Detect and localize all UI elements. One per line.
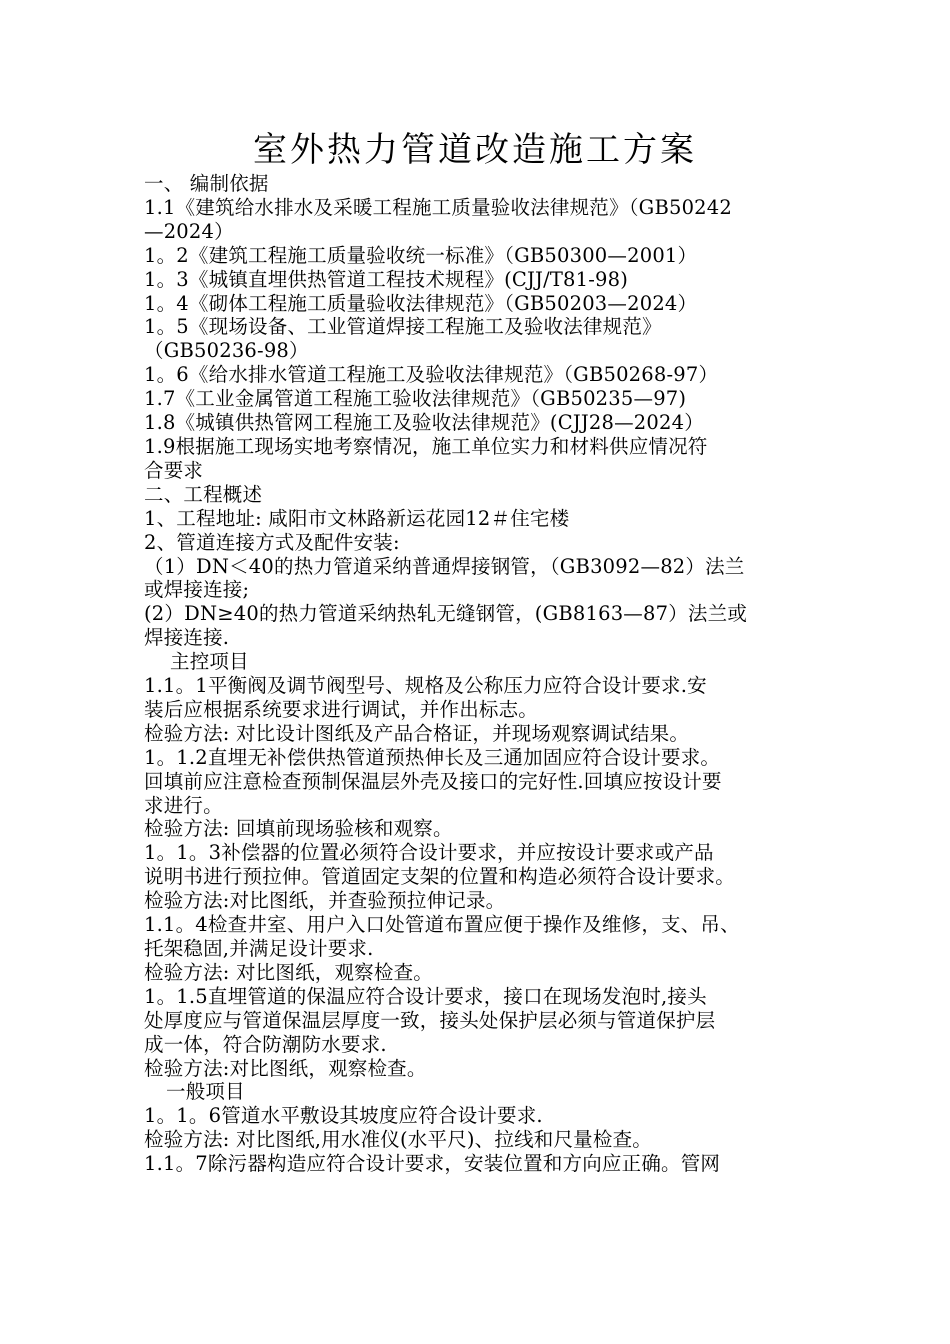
text-line: 1。1。6管道水平敷设其坡度应符合设计要求. xyxy=(144,1104,543,1128)
text-line: 1.9根据施工现场实地考察情况，施工单位实力和材料供应情况符 xyxy=(144,434,708,458)
text-line: 1、工程地址: 咸阳市文林路新运花园12＃住宅楼 xyxy=(144,506,570,530)
text-line: 或焊接连接; xyxy=(144,578,250,602)
text-line: 1。1.2直埋无补偿供热管道预热伸长及三通加固应符合设计要求。 xyxy=(144,745,721,769)
text-line: 1.1《建筑给水排水及采暖工程施工质量验收法律规范》（GB50242 xyxy=(144,195,733,219)
text-line: —2024） xyxy=(144,219,234,243)
text-line: 处厚度应与管道保温层厚度一致，接头处保护层必须与管道保护层 xyxy=(144,1008,716,1032)
text-line: 检验方法:对比图纸，并查验预拉伸记录。 xyxy=(144,889,506,913)
text-line: 托架稳固,并满足设计要求. xyxy=(144,937,374,960)
text-line: 说明书进行预拉伸。管道固定支架的位置和构造必须符合设计要求。 xyxy=(144,865,736,889)
text-line: 合要求 xyxy=(144,458,204,482)
text-line: 1.1。4检查井室、用户入口处管道布置应便于操作及维修，支、吊、 xyxy=(144,913,740,937)
text-line: 装后应根据系统要求进行调试，并作出标志。 xyxy=(144,697,539,721)
text-line: 1.1。1平衡阀及调节阀型号、规格及公称压力应符合设计要求.安 xyxy=(144,674,707,698)
subsection-heading-general-items: 一般项目 xyxy=(166,1080,245,1104)
text-line: 成一体，符合防潮防水要求. xyxy=(144,1032,387,1056)
text-line: 1。1。3补偿器的位置必须符合设计要求，并应按设计要求或产品 xyxy=(144,841,714,865)
text-line: 1。4《砌体工程施工质量验收法律规范》（GB50203—2024） xyxy=(144,291,698,315)
document-body xyxy=(144,172,824,1176)
text-line: 检验方法: 对比设计图纸及产品合格证，并现场观察调试结果。 xyxy=(144,721,690,745)
document-title: 室外热力管道改造施工方案 xyxy=(253,130,697,170)
text-line: 1.8《城镇供热管网工程施工及验收法律规范》(CJJ28—2024） xyxy=(144,411,704,435)
text-line: 1.7《工业金属管道工程施工验收法律规范》（GB50235—97) xyxy=(144,387,687,411)
subsection-heading-main-items: 主控项目 xyxy=(170,650,249,674)
text-line: (2）DN≥40的热力管道采纳热轧无缝钢管，(GB8163—87）法兰或 xyxy=(144,602,748,626)
section-heading-basis: 一、 编制依据 xyxy=(144,172,269,195)
text-line: 检验方法: 回填前现场验核和观察。 xyxy=(144,817,453,841)
text-line: 1。2《建筑工程施工质量验收统一标准》（GB50300—2001） xyxy=(144,243,698,267)
text-line: 1.1。7除污器构造应符合设计要求，安装位置和方向应正确。管网 xyxy=(144,1152,721,1176)
text-line: 检验方法: 对比图纸，观察检查。 xyxy=(144,960,433,984)
text-line: 1。5《现场设备、工业管道焊接工程施工及验收法律规范》 xyxy=(144,315,662,339)
section-heading-overview: 二、工程概述 xyxy=(144,482,263,506)
text-line: （1）DN＜40的热力管道采纳普通焊接钢管，（GB3092—82）法兰 xyxy=(144,554,745,578)
text-line: 焊接连接. xyxy=(144,626,230,650)
text-line: 2、管道连接方式及配件安装: xyxy=(144,530,400,554)
text-line: 1。1.5直埋管道的保温应符合设计要求，接口在现场发泡时,接头 xyxy=(144,984,707,1008)
text-line: 1。6《给水排水管道工程施工及验收法律规范》（GB50268-97） xyxy=(144,363,719,387)
text-line: 检验方法:对比图纸，观察检查。 xyxy=(144,1056,427,1080)
text-line: （GB50236-98） xyxy=(144,339,309,363)
text-line: 回填前应注意检查预制保温层外壳及接口的完好性.回填应按设计要 xyxy=(144,769,722,793)
text-line: 1。3《城镇直埋供热管道工程技术规程》(CJJ/T81-98) xyxy=(144,267,629,291)
text-line: 检验方法: 对比图纸,用水准仪(水平尺)、拉线和尺量检查。 xyxy=(144,1128,652,1152)
text-line: 求进行。 xyxy=(144,793,223,817)
